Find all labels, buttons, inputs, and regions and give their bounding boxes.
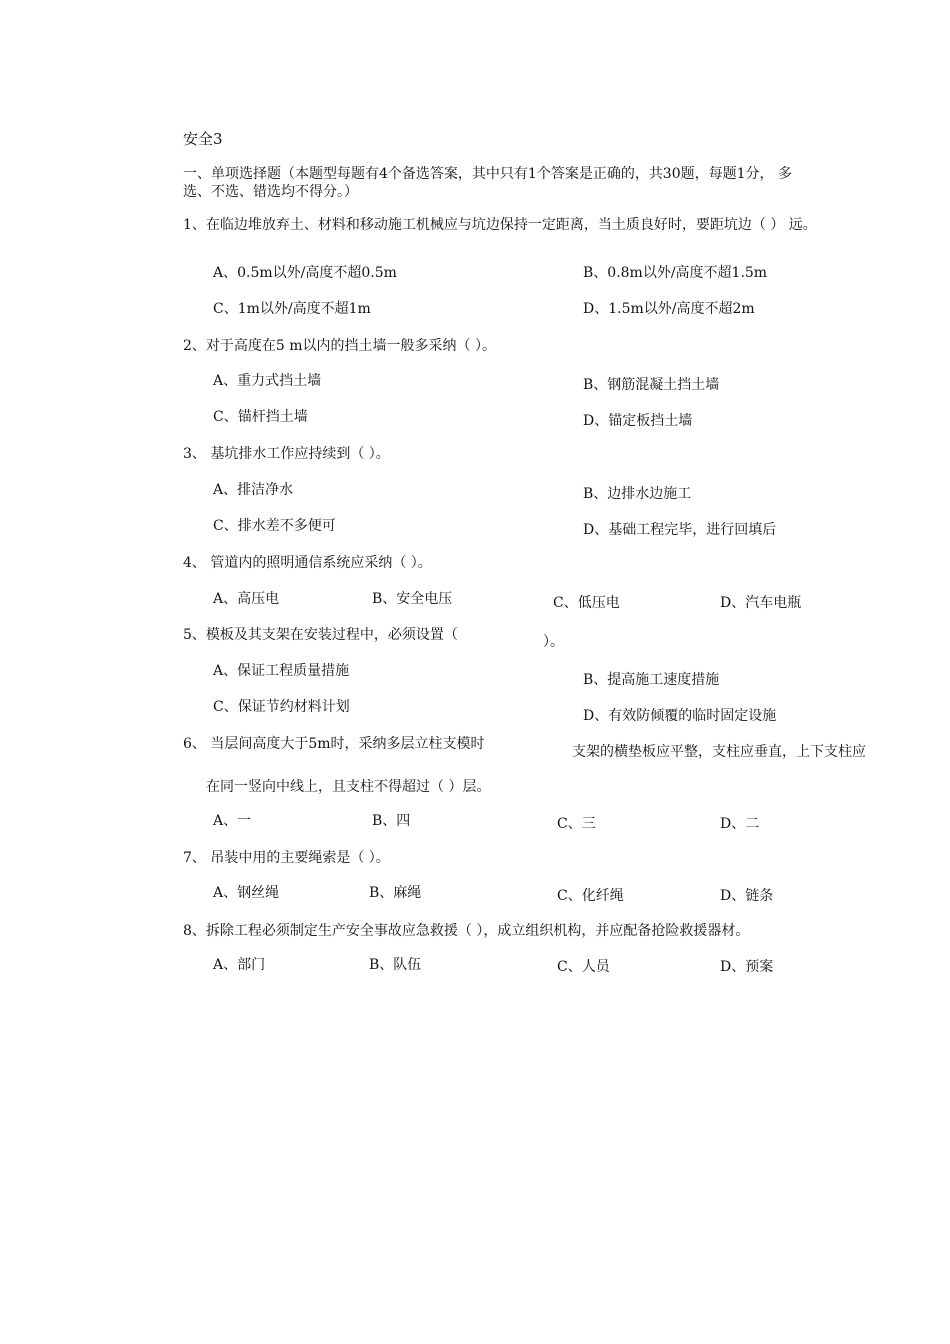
- question-4-text: 4、 管道内的照明通信系统应采纳（ ）。: [183, 555, 432, 571]
- question-4-option-b: B、安全电压: [372, 591, 453, 607]
- section-heading-line1: 一、单项选择题（本题型每题有4个备选答案，其中只有1个答案是正确的，共30题，每题1分， 多: [183, 166, 792, 182]
- question-3-text: 3、 基坑排水工作应持续到（ ）。: [183, 446, 390, 462]
- question-3-option-d: D、基础工程完毕，进行回填后: [583, 522, 777, 538]
- question-7-option-c: C、化纤绳: [557, 888, 624, 904]
- question-4-option-a: A、高压电: [213, 591, 280, 607]
- question-8-option-c: C、人员: [557, 959, 610, 975]
- question-3-option-c: C、排水差不多便可: [213, 518, 336, 534]
- question-2-text: 2、对于高度在5 m以内的挡土墙一般多采纳（ ）。: [183, 338, 496, 354]
- question-1-option-d: D、1.5m以外/高度不超2m: [583, 301, 755, 317]
- question-4-option-c: C、低压电: [553, 595, 620, 611]
- question-5-option-d: D、有效防倾覆的临时固定设施: [583, 708, 777, 724]
- question-3-option-a: A、排洁净水: [213, 482, 294, 498]
- question-2-option-d: D、锚定板挡土墙: [583, 413, 693, 429]
- question-6-text-continued: 支架的横垫板应平整，支柱应垂直，上下支柱应: [572, 744, 866, 760]
- question-5-option-b: B、提高施工速度措施: [583, 672, 720, 688]
- question-4-option-d: D、汽车电瓶: [720, 595, 802, 611]
- question-1-text: 1、在临边堆放弃土、材料和移动施工机械应与坑边保持一定距离，当土质良好时，要距坑边（ ） 远。: [183, 217, 817, 233]
- question-6-text-line2: 在同一竖向中线上，且支柱不得超过（ ）层。: [206, 779, 491, 795]
- question-2-option-a: A、重力式挡土墙: [213, 373, 322, 389]
- question-2-option-c: C、锚杆挡土墙: [213, 409, 308, 425]
- question-7-option-b: B、麻绳: [369, 885, 422, 901]
- question-8-option-b: B、队伍: [369, 957, 422, 973]
- question-6-option-b: B、四: [372, 813, 411, 829]
- section-heading-line2: 选、不选、错选均不得分。）: [183, 184, 358, 200]
- question-5-option-a: A、保证工程质量措施: [213, 663, 350, 679]
- question-8-text: 8、拆除工程必须制定生产安全事故应急救援（ ），成立组织机构，并应配备抢险救援器材。: [183, 923, 750, 939]
- question-6-option-d: D、二: [720, 816, 760, 832]
- question-5-option-c: C、保证节约材料计划: [213, 699, 350, 715]
- question-5-text: 5、模板及其支架在安装过程中，必须设置（: [183, 627, 458, 643]
- question-7-text: 7、 吊装中用的主要绳索是（ ）。: [183, 850, 390, 866]
- question-8-option-d: D、预案: [720, 959, 774, 975]
- question-1-option-a: A、0.5m以外/高度不超0.5m: [213, 265, 397, 281]
- question-5-text-end: ）。: [543, 634, 564, 650]
- question-1-option-c: C、1m以外/高度不超1m: [213, 301, 371, 317]
- document-title: 安全3: [183, 130, 223, 148]
- question-7-option-d: D、链条: [720, 888, 774, 904]
- question-6-option-a: A、一: [213, 813, 252, 829]
- question-6-option-c: C、三: [557, 816, 596, 832]
- question-3-option-b: B、边排水边施工: [583, 486, 692, 502]
- question-6-text: 6、 当层间高度大于5m时，采纳多层立柱支模时: [183, 736, 485, 752]
- question-7-option-a: A、钢丝绳: [213, 885, 280, 901]
- question-1-option-b: B、0.8m以外/高度不超1.5m: [583, 265, 768, 281]
- question-2-option-b: B、钢筋混凝土挡土墙: [583, 377, 720, 393]
- question-8-option-a: A、部门: [213, 957, 266, 973]
